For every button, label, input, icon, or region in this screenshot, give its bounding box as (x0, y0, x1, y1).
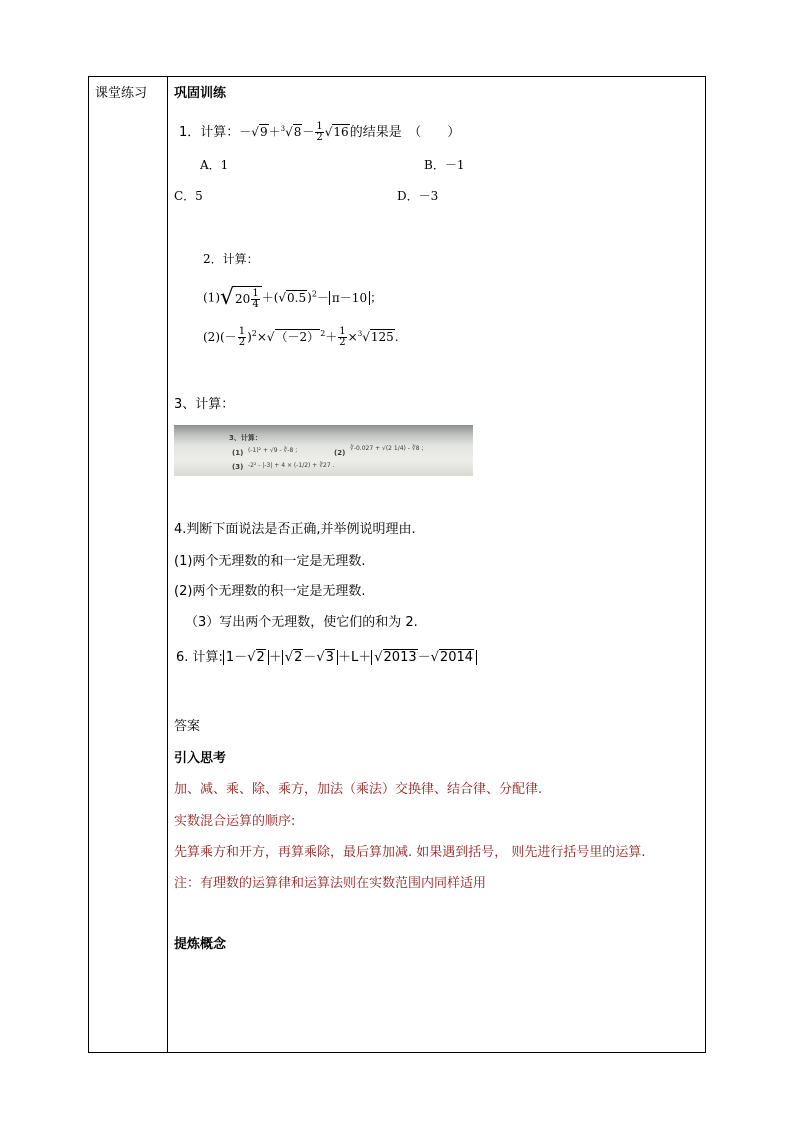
heading-thinking: 引入思考 (174, 751, 227, 766)
photo-row-1-expr: (-1)² + √9 - ∛-8 ; (248, 447, 298, 454)
question-2-part-1: (1)√20 $\frac{1}{4}$ $+(√0.5)^2- \pi-10$ ； (203, 285, 383, 310)
red-text-operations: 加、减、乘、除、乘方，加法（乘法）交换律、结合律、分配律. (174, 782, 543, 797)
q1-option-b: B．－1 (424, 158, 465, 172)
photo-title: 3、计算： (229, 434, 262, 442)
q2-absolute: π－10 (329, 291, 370, 305)
question-2-title: 2．计算： (203, 252, 259, 266)
q1-radicand-1: 9 (259, 125, 268, 139)
question-3-photo (174, 425, 473, 476)
question-2-part-2: (2)(－ $\frac{1}{2}$ )$^2\times√(-2)^2+$ $\frac{1}{2}$ ×$^3$√125. (203, 326, 399, 348)
question-4-title: 4.判断下面说法是否正确,并举例说明理由. (174, 522, 416, 537)
q1-radicand-2: 8 (293, 125, 302, 139)
question-1: 1．计算：－√9＋$^3$√8－ $\frac{1}{2}$ √16的结果是 （ ） (179, 121, 461, 143)
question-4-part-2: (2)两个无理数的积一定是无理数. (174, 584, 366, 599)
q1-option-c: C．5 (174, 189, 203, 203)
photo-row-2-label: (2) (334, 449, 346, 457)
q1-option-d: D．－3 (397, 189, 439, 203)
q1-fraction: $\frac{1}{2}$ (316, 121, 323, 143)
red-text-order-rule: 先算乘方和开方，再算乘除，最后算加减. 如果遇到括号， 则先进行括号里的运算. (174, 845, 646, 860)
photo-row-3-label: (3) (232, 463, 244, 471)
column-divider (167, 77, 168, 1052)
photo-row-2-expr: ∛-0.027 + √(2 1/4) - ∛8 ; (350, 445, 424, 452)
answer-label: 答案 (174, 719, 201, 734)
side-label: 课堂练习 (95, 86, 148, 101)
photo-row-1-label: (1) (232, 449, 244, 457)
heading-concept: 提炼概念 (174, 937, 227, 952)
red-text-order-title: 实数混合运算的顺序: (174, 814, 296, 829)
question-3-title: 3、计算： (174, 397, 235, 412)
q1-prefix: 1．计算： (179, 125, 240, 140)
heading-consolidation: 巩固训练 (174, 86, 227, 101)
photo-row-3-expr: -2² - |-3| + 4 × (-1/2) + ∛27 . (248, 462, 335, 469)
q1-suffix: 的结果是 （ ） (349, 125, 461, 140)
question-4-part-3: （3）写出两个无理数，使它们的和为 2. (185, 615, 418, 630)
question-4-part-1: (1)两个无理数的和一定是无理数. (174, 554, 366, 569)
q1-root-index: 3 (280, 125, 286, 133)
q1-radicand-3: 16 (333, 125, 349, 139)
q1-option-a: A．1 (200, 158, 229, 172)
red-text-note: 注：有理数的运算律和运算法则在实数范围内同样适用 (174, 876, 487, 891)
question-6: 6. 计算: 1－√2 ＋ √2－√3 ＋L＋ √2013－√2014 (176, 651, 477, 664)
